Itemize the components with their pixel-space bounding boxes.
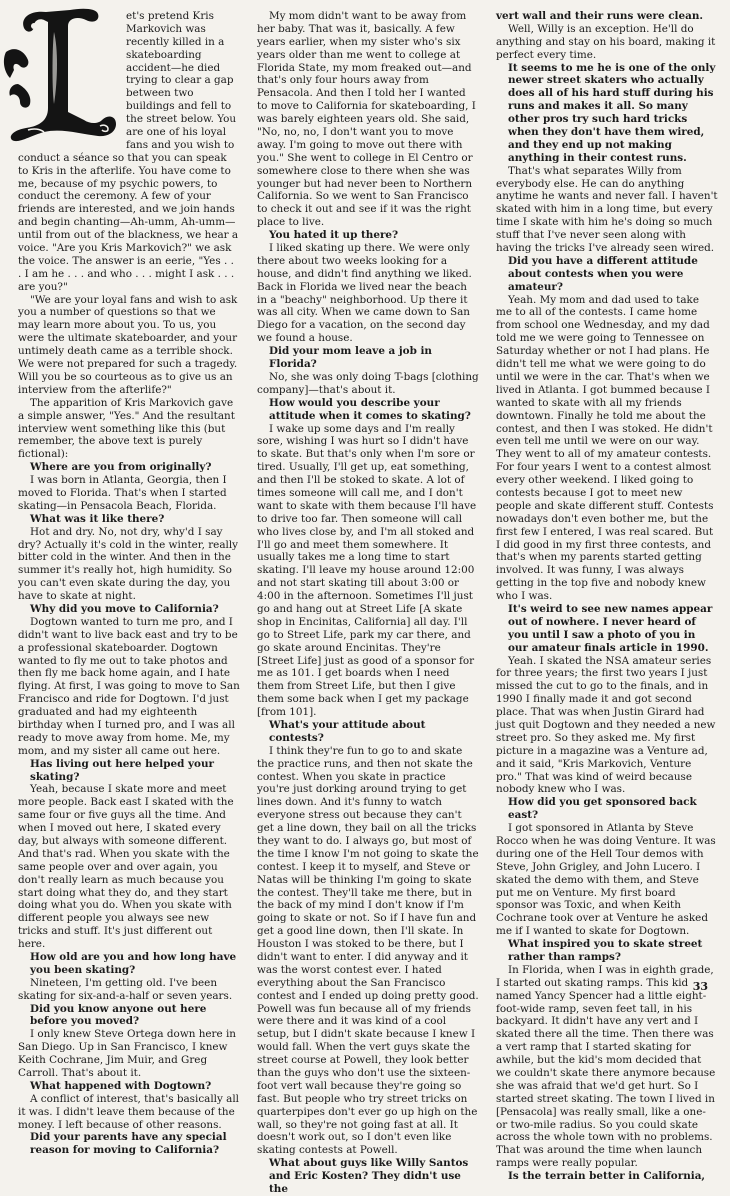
ornate-letter-l-icon <box>4 8 118 143</box>
answer-paragraph: In Florida, when I was in eighth grade, I started out skating ramps. This kid named Yancy Spencer had a little eight-foot-wide ramp, seven feet tall, in his backyard. It didn't have any vert and I skated there all the time. Then there was a vert ramp that I started skating for awhile, but the kid's mom decided that we couldn't skate there anymore because she was afraid that we'd get hurt. So I started street skating. The town I lived in [Pensacola] was really small, like a one- or two-mile radius. So you could skate across the whole town with no problems. That was around the time when launch ramps were really popular. <box>496 963 716 1170</box>
interview-question: What's your attitude about contests? <box>269 718 426 744</box>
decorative-initial-l-icon <box>4 8 118 143</box>
answer-paragraph: et's pretend Kris Markovich was recently killed in a skateboarding accident—he died trying to clear a gap between two buildings and fell to the street below. You are one of his loyal fans and you wish to conduct a séance so that you can speak to Kris in the afterlife. You have come to me, because of my psychic powers, to conduct the ceremony. A few of your friends are interested, and we join hands and begin chanting—Ah-umm, Ah-umm—until from out of the blackness, we hear a voice. "Are you Kris Markovich?" we ask the voice. The answer is an eerie, "Yes . . . I am he . . . and who . . . might I ask . . . are you?" <box>18 10 239 293</box>
answer-paragraph: That's what separates Willy from everybody else. He can do anything anytime he wants and never fall. I haven't skated with him in a long time, but every time I skate with him he's doing so much stuff that I've never seen along with having the tricks I've already seen wired. <box>496 164 718 255</box>
interview-question-continued: vert wall and their runs were clean. <box>496 10 704 22</box>
interview-question: Did your parents have any special reason for moving to California? <box>30 1131 227 1157</box>
interview-question: Has living out here helped your skating? <box>30 757 214 783</box>
column-1 <box>18 10 240 1196</box>
answer-paragraph: I only knew Steve Ortega down here in San Diego. Up in San Francisco, I knew Keith Cochrane, Jim Muir, and Greg Carroll. That's about it. <box>18 1028 236 1080</box>
answer-paragraph: The apparition of Kris Markovich gave a simple answer, "Yes." And the resultant interview went something like this (but remember, the above text is purely fictional): <box>18 396 235 461</box>
answer-paragraph: Hot and dry. No, not dry, why'd I say dry? Actually it's cold in the winter, really bitter cold in the winter. And then in the summer it's really hot, high humidity. So you can't even skate during the day, you have to skate at night. <box>18 525 239 603</box>
column-1-body <box>18 10 240 1157</box>
column-3-body <box>496 10 718 1183</box>
interview-question: What inspired you to skate street rather than ramps? <box>508 938 703 964</box>
interview-question: It seems to me he is one of the only newer street skaters who actually does all of his hard stuff during his runs and makes it all. So many other pros try such hard tricks when they don't have them wired, and they end up not making anything in their contest runs. <box>508 61 716 164</box>
interview-question: Did you know anyone out here before you moved? <box>30 1002 207 1028</box>
interview-question: You hated it up there? <box>269 229 399 242</box>
column-2-body <box>257 10 479 1196</box>
interview-question: Did you have a different attitude about contests when you were amateur? <box>508 254 698 293</box>
column-2 <box>257 10 479 1196</box>
answer-paragraph: No, she was only doing T-bags [clothing company]—that's about it. <box>257 370 479 396</box>
answer-paragraph: Well, Willy is an exception. He'll do anything and stay on his board, making it perfect every time. <box>496 22 716 61</box>
interview-question: It's weird to see new names appear out of nowhere. I never heard of you until I saw a photo of you in our amateur finals article in 1990. <box>508 602 713 654</box>
answer-paragraph: I wake up some days and I'm really sore, wishing I was hurt so I didn't have to skate. But that's only when I'm sore or tired. Usually, I'll get up, eat something, and then I'll be stoked to skate. A lot of times someone will call me, and I don't want to skate with them because I'll have to drive too far. Then someone will call who lives close by, and I'm all stoked and I'll go and meet them somewhere. It usually takes me a long time to start skating. I'll leave my house around 12:00 and not start skating till about 3:00 or 4:00 in the afternoon. Sometimes I'll just go and hang out at Street Life [A skate shop in Encinitas, California] all day. I'll go to Street Life, park my car there, and go skate around Encinitas. They're [Street Life] just as good of a sponsor for me as 101. I get boards when I need them from Street Life, but then I give them some back when I get my package [from 101]. <box>257 422 477 719</box>
answer-paragraph: My mom didn't want to be away from her baby. That was it, basically. A few years earlier, when my sister who's six years older than me went to college at Florida State, my mom freaked out—and that's only four hours away from Pensacola. And then I told her I wanted to move to California for skateboarding, I was barely eighteen years old. She said, "No, no, no, I don't want you to move away. I'm going to move out there with you." She went to college in El Centro or somewhere close to there when she was younger but had never been to Northern California. So we went to San Francisco to check it out and see if it was the right place to live. <box>257 10 476 229</box>
answer-paragraph: "We are your loyal fans and wish to ask you a number of questions so that we may learn more about you. To us, you were the ultimate skateboarder, and your untimely death came as a terrible shock. We were not prepared for such a tragedy. Will you be so courteous as to give us an interview from the afterlife?" <box>18 293 238 396</box>
answer-paragraph: I liked skating up there. We were only there about two weeks looking for a house, and didn't find anything we liked. Back in Florida we lived near the beach in a "beachy" neighborhood. Up there it was all city. When we came down to San Diego for a vacation, on the second day we found a house. <box>257 242 472 345</box>
answer-paragraph: I think they're fun to go to and skate the practice runs, and then not skate the contest. When you skate in practice you're just dorking around trying to get lines down. And it's funny to watch everyone stress out because they can't get a line down, they bail on all the tricks they want to do. I always go, but most of the time I know I'm not going to skate the contest. I keep it to myself, and Steve or Natas will be thinking I'm going to skate the contest. They'll take me there, but in the back of my mind I don't know if I'm going to skate or not. So if I have fun and get a good line down, then I'll skate. In Houston I was stoked to be there, but I didn't want to enter. I did anyway and it was the worst contest ever. I hated everything about the San Francisco contest and I ended up doing pretty good. Powell was fun because all of my friends were there and it was kind of a cool setup, but I didn't skate because I knew I would fall. When the vert guys skate the street course at Powell, they look better than the guys who don't use the sixteen-foot vert wall because they're going so fast. But people who try street tricks on quarterpipes don't ever go up high on the wall, so they're not going fast at all. It doesn't work out, so I don't even like skating contests at Powell. <box>257 744 479 1157</box>
interview-question: Did your mom leave a job in Florida? <box>269 345 432 371</box>
answer-paragraph: Yeah. My mom and dad used to take me to all of the contests. I came home from school one Wednesday, and my dad told me we were going to Tennessee on Saturday whether or not I had plans. He didn't tell me what we were going to do until we were in the car. That's when we lived in Atlanta. I got bummed because I wanted to skate with all my friends downtown. Finally he told me about the contest, and then I was stoked. He didn't even tell me until we were on our way. They went to all of my amateur contests. For four years I went to a contest almost every other weekend. I liked going to contests because I got to meet new people and skate different stuff. Contests nowadays don't even bother me, but the first few I entered, I was real scared. But I did good in my first three contests, and that's when my parents started getting involved. It was funny, I was always getting in the top five and nobody knew who I was. <box>496 293 714 603</box>
answer-paragraph: Yeah. I skated the NSA amateur series for three years; the first two years I just missed the cut to go to the finals, and in 1990 I finally made it and got second place. That was when Justin Girard had just quit Dogtown and they needed a new street pro. So they asked me. My first picture in a magazine was a Venture ad, and it said, "Kris Markovich, Venture pro." That was kind of weird because nobody knew who I was. <box>496 654 716 796</box>
interview-question: What about guys like Willy Santos and Eric Kosten? They didn't use the <box>269 1157 469 1196</box>
interview-question: How old are you and how long have you been skating? <box>30 951 237 976</box>
answer-paragraph: I got sponsored in Atlanta by Steve Rocco when he was doing Venture. It was during one of the Hell Tour demos with Steve, John Grigley, and John Lucero. I skated the demo with them, and Steve put me on Venture. My first board sponsor was Toxic, and when Keith Cochrane took over at Venture he asked me if I wanted to skate for Dogtown. <box>496 822 716 938</box>
answer-paragraph: Nineteen, I'm getting old. I've been skating for six-and-a-half or seven years. <box>18 976 233 1002</box>
answer-paragraph: Dogtown wanted to turn me pro, and I didn't want to live back east and try to be a professional skateboarder. Dogtown wanted to fly me out to take photos and then fly me back home again, and I hate flying. At first, I was going to move to San Francisco and ride for Dogtown. I'd just graduated and had my eighteenth birthday when I turned pro, and I was all ready to move away from home. Me, my mom, and my sister all came out here. <box>18 615 240 757</box>
interview-question: Why did you move to California? <box>30 602 219 615</box>
interview-question: How did you get sponsored back east? <box>508 796 697 822</box>
interview-question: How would you describe your attitude when it comes to skating? <box>269 396 471 422</box>
interview-question: What was it like there? <box>30 512 165 525</box>
answer-paragraph: A conflict of interest, that's basically all it was. I didn't leave them because of the money. I left because of other reasons. <box>18 1092 240 1131</box>
interview-question: Is the terrain better in California, <box>508 1170 706 1183</box>
column-3 <box>496 10 718 1196</box>
interview-question: Where are you from originally? <box>30 461 212 474</box>
page-number: 33 <box>692 980 708 993</box>
answer-paragraph: I was born in Atlanta, Georgia, then I moved to Florida. That's when I started skating—in Pensacola Beach, Florida. <box>18 474 227 512</box>
answer-paragraph: Yeah, because I skate more and meet more people. Back east I skated with the same four or five guys all the time. And when I moved out here, I skated every day, but always with someone different. And that's rad. When you skate with the same people over and over again, you don't really learn as much because you start doing what they do, and they start doing what you do. When you skate with different people you always see new tricks and stuff. It's just different out here. <box>18 783 234 951</box>
interview-question: What happened with Dogtown? <box>30 1079 212 1092</box>
